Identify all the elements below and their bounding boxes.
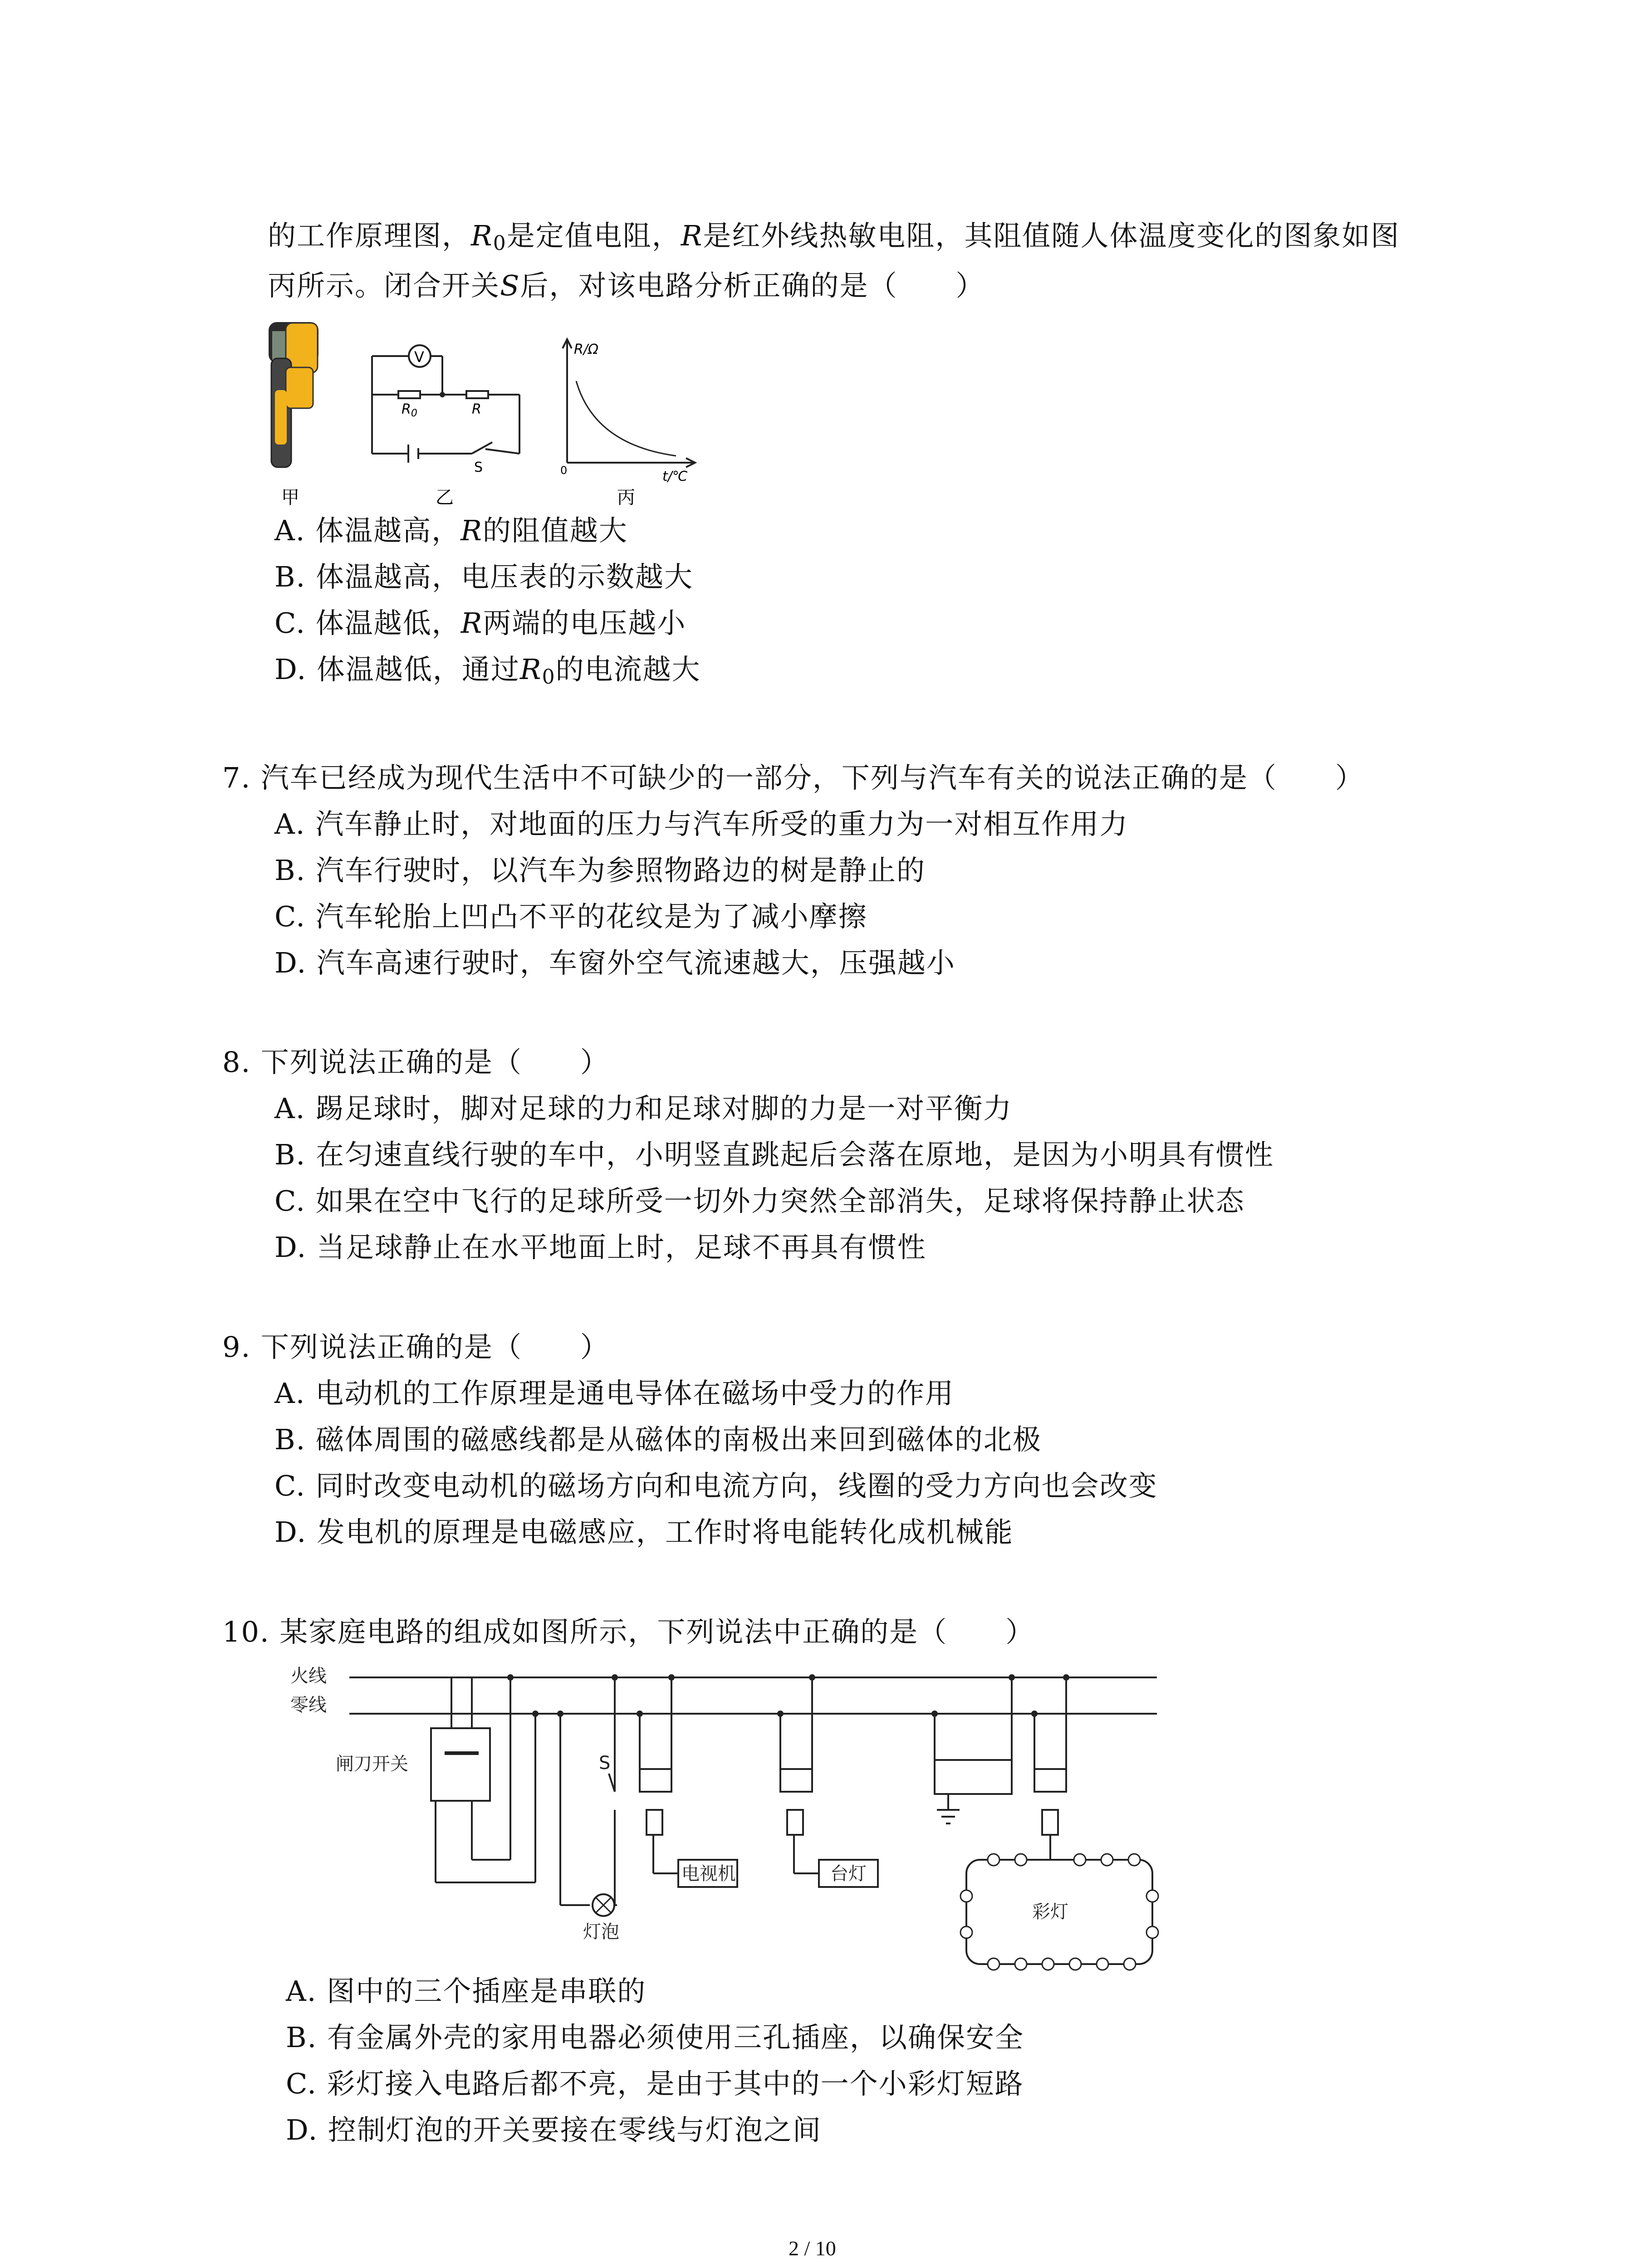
q6-option-d: D. 体温越低，通过$R_0$的电流越大 [274, 653, 701, 689]
q9-stem: 9. 下列说法正确的是（ ） [222, 1330, 609, 1364]
q10-option-a: A. 图中的三个插座是串联的 [286, 1975, 647, 2008]
q8-option-b: B. 在匀速直线行驶的车中，小明竖直跳起后会落在原地，是因为小明具有惯性 [274, 1138, 1274, 1171]
q6-option-b: B. 体温越高，电压表的示数越大 [274, 560, 693, 593]
q7-option-d: D. 汽车高速行驶时，车窗外空气流速越大，压强越小 [274, 946, 955, 979]
color-lights-label: 彩灯 [1032, 1901, 1068, 1922]
q6-option-c: C. 体温越低，R两端的电压越小 [274, 606, 686, 640]
q10-option-d: D. 控制灯泡的开关要接在零线与灯泡之间 [286, 2113, 822, 2146]
r-label: R [472, 401, 481, 417]
q9-option-c: C. 同时改变电动机的磁场方向和电流方向，线圈的受力方向也会改变 [274, 1469, 1158, 1502]
neutral-wire-label: 零线 [290, 1695, 327, 1716]
q6-option-a: A. 体温越高，R的阻值越大 [274, 514, 628, 547]
live-wire-label: 火线 [290, 1666, 327, 1686]
tv-label: 电视机 [681, 1863, 736, 1884]
knife-switch-label: 闸刀开关 [336, 1754, 408, 1774]
q6-stem-line1: 的工作原理图，$R_0$是定值电阻，R是红外线热敏电阻，其阻值随人体温度变化的图象如图 [268, 219, 1400, 255]
bulb-label: 灯泡 [583, 1921, 619, 1942]
graph-origin: 0 [560, 464, 568, 477]
switch-s-label: S [599, 1753, 611, 1774]
q9-option-a: A. 电动机的工作原理是通电导体在磁场中受力的作用 [274, 1377, 955, 1410]
q7-option-c: C. 汽车轮胎上凹凸不平的花纹是为了减小摩擦 [274, 900, 867, 933]
label-yi: 乙 [436, 487, 454, 508]
label-jia: 甲 [281, 487, 299, 508]
r0-label: $R_0$ [402, 401, 417, 419]
bulb-icon [593, 1894, 614, 1916]
circuit-diagram [372, 356, 519, 463]
q8-option-d: D. 当足球静止在水平地面上时，足球不再具有惯性 [274, 1231, 926, 1264]
q10-household-circuit-figure [281, 1660, 1189, 1978]
graph-xlabel: t/℃ [662, 469, 688, 484]
q7-option-a: A. 汽车静止时，对地面的压力与汽车所受的重力为一对相互作用力 [274, 807, 1129, 841]
q10-option-c: C. 彩灯接入电路后都不亮，是由于其中的一个小彩灯短路 [286, 2067, 1024, 2100]
switch-label: S [474, 459, 483, 475]
q6-stem-line2: 丙所示。闭合开关S后，对该电路分析正确的是（ ） [268, 269, 985, 302]
q10-stem: 10. 某家庭电路的组成如图所示，下列说法中正确的是（ ） [222, 1615, 1035, 1648]
q10-option-b: B. 有金属外壳的家用电器必须使用三孔插座，以确保安全 [286, 2021, 1024, 2054]
desk-lamp-label: 台灯 [830, 1863, 867, 1884]
page-number: 2 / 10 [789, 2237, 836, 2260]
resistance-temperature-graph [563, 339, 695, 467]
q8-option-a: A. 踢足球时，脚对足球的力和足球对脚的力是一对平衡力 [274, 1092, 1013, 1125]
label-bing: 丙 [617, 487, 635, 508]
q8-option-c: C. 如果在空中飞行的足球所受一切外力突然全部消失，足球将保持静止状态 [274, 1184, 1245, 1217]
q7-option-b: B. 汽车行驶时，以汽车为参照物路边的树是静止的 [274, 854, 926, 887]
graph-ylabel: R/Ω [574, 342, 598, 357]
thermometer-image [269, 322, 318, 467]
q6-figure [259, 313, 712, 517]
q8-stem: 8. 下列说法正确的是（ ） [222, 1046, 609, 1079]
q9-option-b: B. 磁体周围的磁感线都是从磁体的南极出来回到磁体的北极 [274, 1423, 1042, 1456]
voltmeter-label: V [414, 348, 424, 366]
q7-stem: 7. 汽车已经成为现代生活中不可缺少的一部分，下列与汽车有关的说法正确的是（ ） [222, 761, 1364, 794]
q9-option-d: D. 发电机的原理是电磁感应，工作时将电能转化成机械能 [274, 1515, 1014, 1549]
